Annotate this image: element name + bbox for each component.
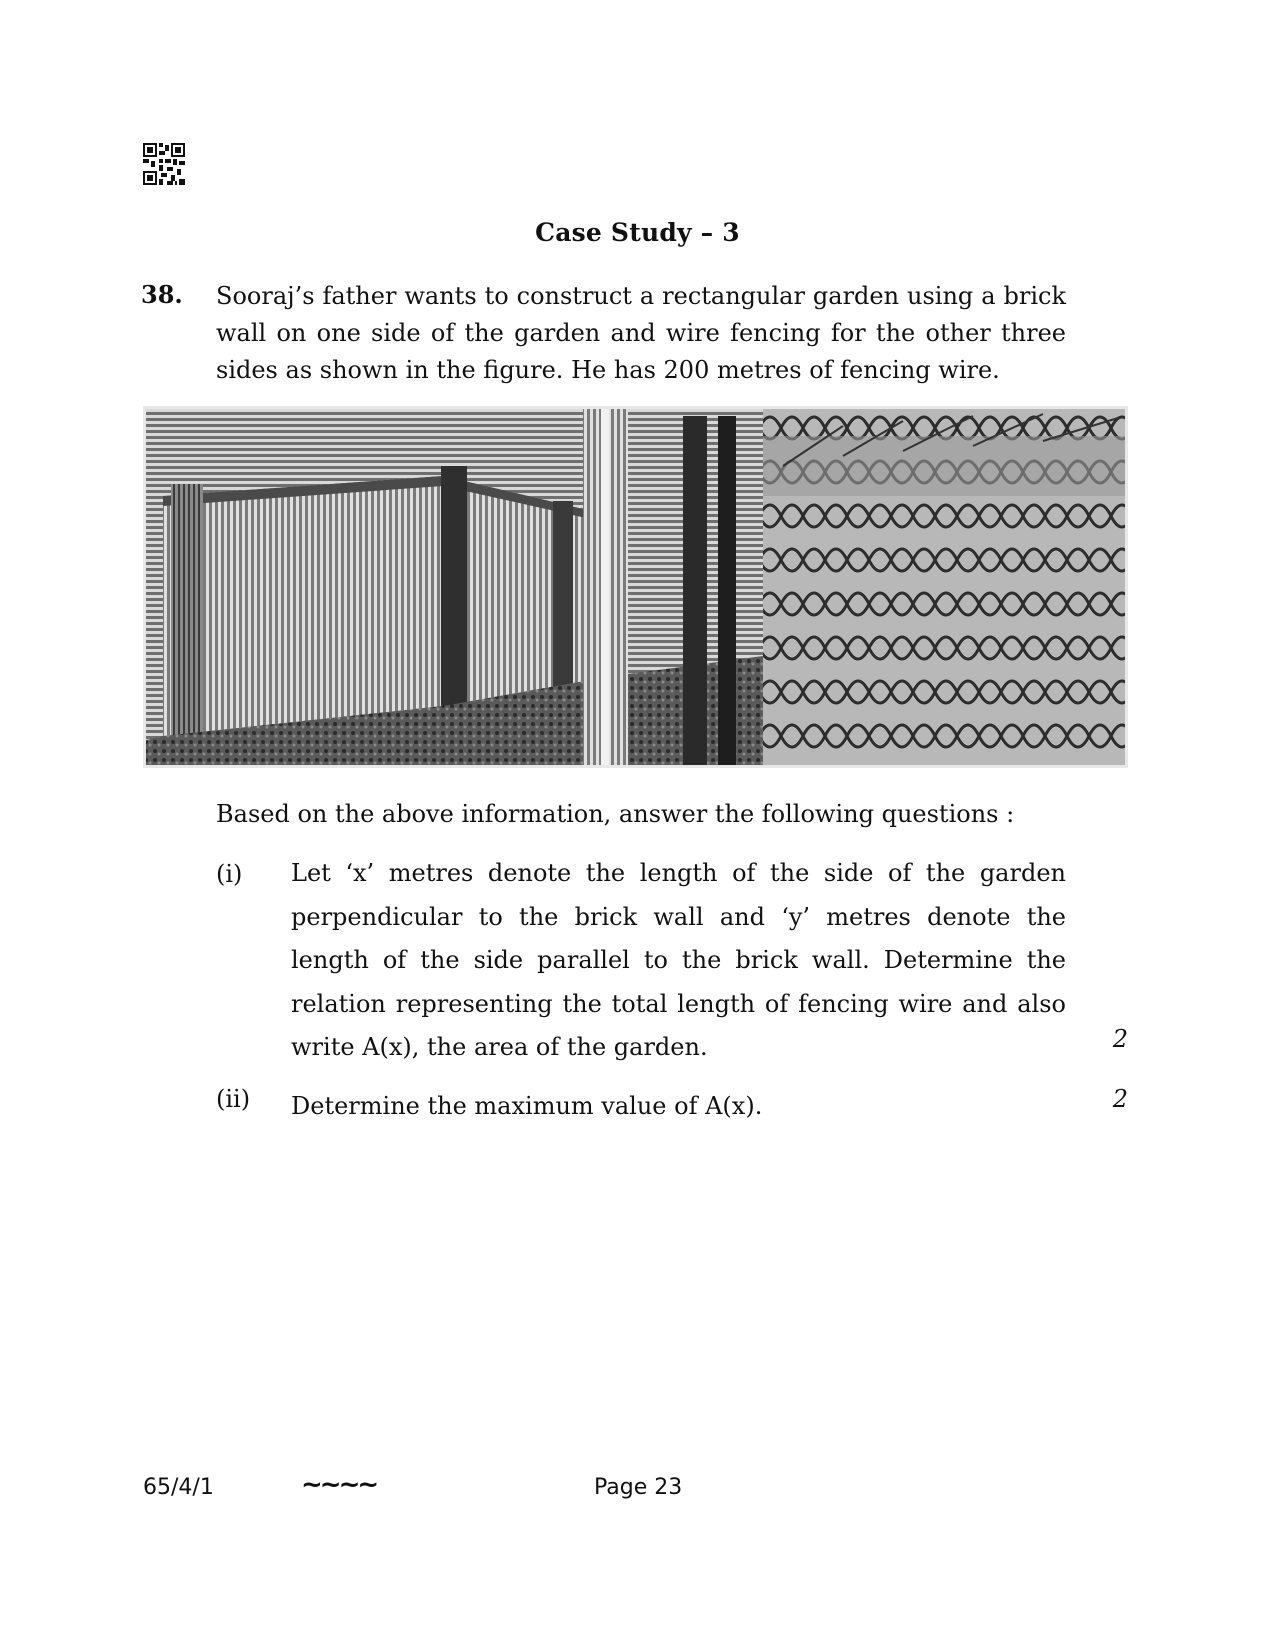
question-number: 38. xyxy=(141,280,183,309)
page-number: Page 23 xyxy=(594,1475,683,1500)
sub-question-text: Let ‘x’ metres denote the length of the side of the garden perpendicular to the brick wall and ‘y’ metres denote the length of the side parallel to the brick wall. Determine the relation representing the total length of fencing wire and also write A(x), the area of the garden. xyxy=(291,859,1066,1061)
marks: 2 xyxy=(1112,1085,1128,1113)
question-intro: Sooraj’s father wants to construct a rectangular garden using a brick wall on one side of the garden and wire fencing for the other three sides as shown in the figure. He has 200 metres of fencing wire. xyxy=(216,282,1066,384)
sub-question-label: (ii) xyxy=(216,1085,251,1113)
sub-question-label: (i) xyxy=(216,860,243,888)
paper-code: 65/4/1 xyxy=(143,1475,214,1500)
garden-fence-photo xyxy=(143,406,1128,768)
marks: 2 xyxy=(1112,1025,1128,1053)
sub-question-text: Determine the maximum value of A(x). xyxy=(291,1092,763,1120)
questions-prompt: Based on the above information, answer the following questions : xyxy=(216,800,1015,828)
footer-ornament: ~~~~ xyxy=(301,1470,377,1500)
qr-code xyxy=(143,143,185,185)
case-study-title: Case Study – 3 xyxy=(535,218,740,247)
